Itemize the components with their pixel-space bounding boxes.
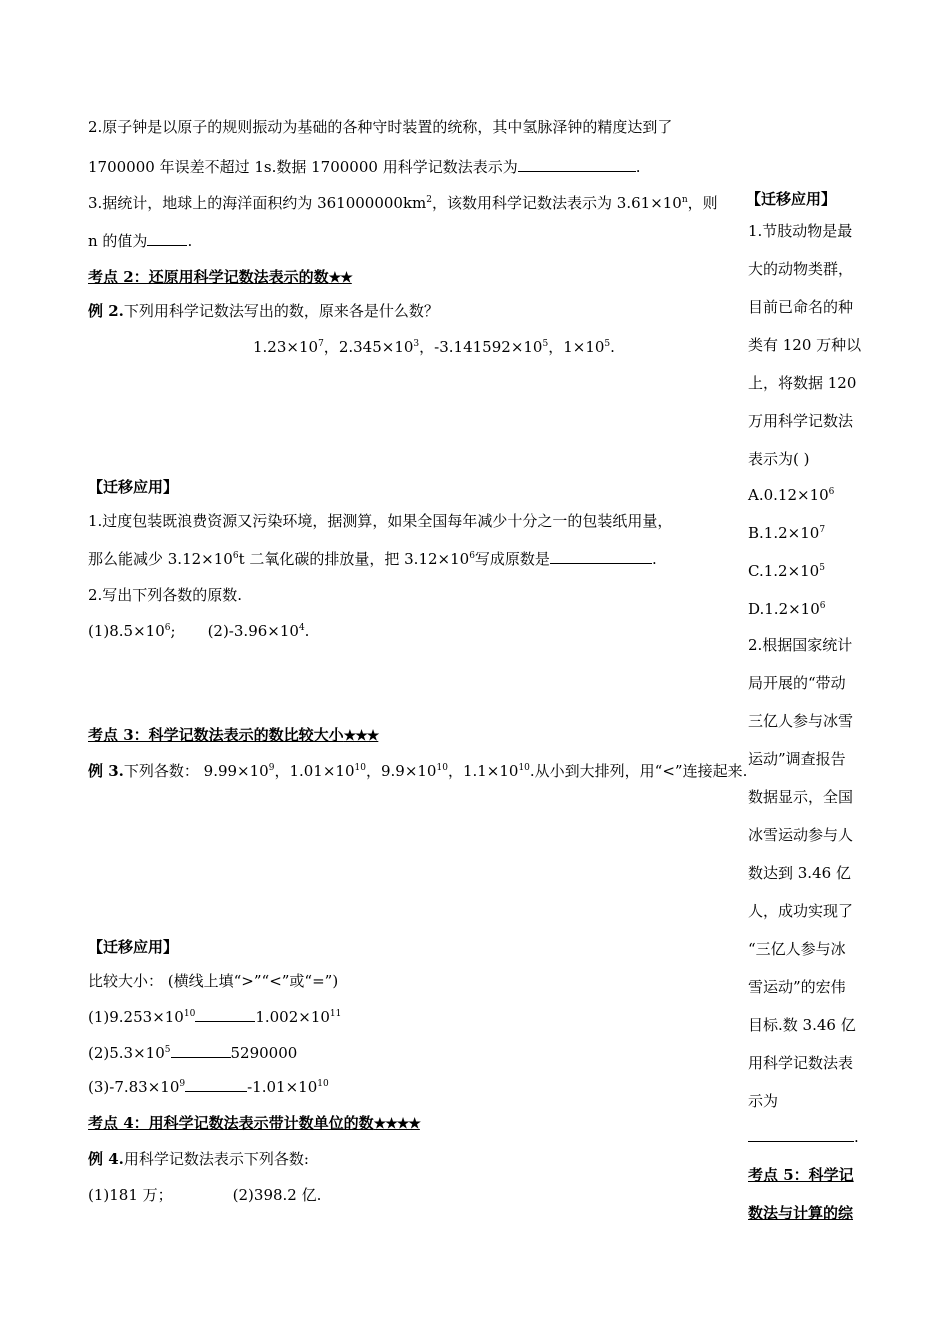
kp5-heading-line2: 数法与计算的综: [748, 1204, 854, 1222]
kp3-heading: 考点 3：科学记数法表示的数比较大小★★★: [88, 726, 379, 744]
t2-line1: 1.过度包装既浪费资源又污染环境，据测算，如果全国每年减少十分之一的包装纸用量，: [88, 512, 673, 530]
side-answer-line: .: [748, 1127, 859, 1147]
t2-line2: 那么能减少 $3.12\times 10^6t$ 二氧化碳的排放量，把 $3.12\times 10^6$写成原数是 .: [88, 550, 657, 568]
option-d[interactable]: $D.1.2\times 10^6$: [748, 600, 826, 618]
side-q1-line: 上，将数据 120: [748, 374, 857, 392]
t2-q2-items: $(1)8.5\times 10^6$; $(2)-3.96\times 10^4$.: [88, 622, 310, 640]
transfer-heading-2: 【迁移应用】: [88, 938, 179, 956]
side-q2-line: 目标.数 3.46 亿: [748, 1016, 856, 1034]
side-q2-line: 冰雪运动参与人: [748, 826, 854, 844]
example-2: 例 2.下列用科学记数法写出的数，原来各是什么数？: [88, 302, 439, 320]
option-a[interactable]: $A.0.12\times 10^6$: [748, 486, 835, 504]
example-3: 例 3.下列各数： $9.99\times 10^9$，$1.01\times 10^{10}$，$9.9\times 10^{10}$，$1.1\times 10^{10}$.从小到大排列，用“<”连接起来.: [88, 762, 748, 780]
side-q1-line: 1.节肢动物是最: [748, 222, 853, 240]
side-transfer-heading: 【迁移应用】: [746, 190, 837, 208]
q3-line1: 3.据统计，地球上的海洋面积约为 $361000000km^2$，该数用科学记数法表示为 $3.61\times 10^n$，则: [88, 194, 718, 212]
side-q1-line: 大的动物类群，: [748, 260, 854, 278]
compare-1: $(1)9.253\times 10^{10}$ $1.002\times 10^{11}$: [88, 1008, 342, 1026]
example-4: 例 4.用科学记数法表示下列各数:: [88, 1150, 309, 1168]
t2-q2: 2.写出下列各数的原数.: [88, 586, 243, 604]
answer-blank[interactable]: [518, 157, 636, 172]
transfer-heading: 【迁移应用】: [88, 478, 179, 496]
compare-2: $(2)5.3\times 10^5$ 5290000: [88, 1044, 298, 1062]
answer-blank[interactable]: [748, 1127, 854, 1142]
kp4-heading: 考点 4：用科学记数法表示带计数单位的数★★★★: [88, 1114, 420, 1132]
side-q1-line: 类有 120 万种以: [748, 336, 862, 354]
answer-blank[interactable]: [185, 1077, 247, 1092]
compare-intro: 比较大小： (横线上填“>”“<”或“=”): [88, 972, 339, 990]
kp2-heading: 考点 2：还原用科学记数法表示的数★★: [88, 268, 352, 286]
answer-blank[interactable]: [550, 549, 652, 564]
q3-line2: n 的值为 .: [88, 232, 193, 250]
side-q1-line: 表示为( ): [748, 450, 810, 468]
side-q2-line: 局开展的“带动: [748, 674, 846, 692]
side-q2-line: 人，成功实现了: [748, 902, 854, 920]
option-c[interactable]: $C.1.2\times 10^5$: [748, 562, 825, 580]
side-q2-line: 示为: [748, 1092, 779, 1110]
side-q2-line: 数达到 3.46 亿: [748, 864, 851, 882]
side-q1-line: 万用科学记数法: [748, 412, 854, 430]
ex4-items: (1)181 万； (2)398.2 亿.: [88, 1186, 322, 1204]
answer-blank[interactable]: [195, 1007, 255, 1022]
side-q2-line: “三亿人参与冰: [748, 940, 846, 958]
answer-blank[interactable]: [171, 1043, 231, 1058]
kp5-heading-line1: 考点 5：科学记: [748, 1166, 854, 1184]
side-q2-line: 雪运动”的宏伟: [748, 978, 846, 996]
ex2-numbers: $1.23\times 10^7$，$2.345\times 10^3$，$-3.141592\times 10^5$，$1\times 10^5$.: [253, 338, 615, 356]
compare-3: $(3)-7.83\times 10^9$ $-1.01\times 10^{10}$: [88, 1078, 329, 1096]
side-q2-line: 数据显示，全国: [748, 788, 854, 806]
q2-line1: 2.原子钟是以原子的规则振动为基础的各种守时装置的统称，其中氢脉泽钟的精度达到了: [88, 118, 673, 136]
side-q2-line: 2.根据国家统计: [748, 636, 853, 654]
side-q1-line: 目前已命名的种: [748, 298, 854, 316]
option-b[interactable]: $B.1.2\times 10^7$: [748, 524, 826, 542]
side-q2-line: 运动”调查报告: [748, 750, 846, 768]
q2-line2: 1700000 年误差不超过 1s.数据 1700000 用科学记数法表示为 .: [88, 158, 641, 176]
side-q2-line: 用科学记数法表: [748, 1054, 854, 1072]
answer-blank[interactable]: [147, 231, 187, 246]
side-q2-line: 三亿人参与冰雪: [748, 712, 854, 730]
